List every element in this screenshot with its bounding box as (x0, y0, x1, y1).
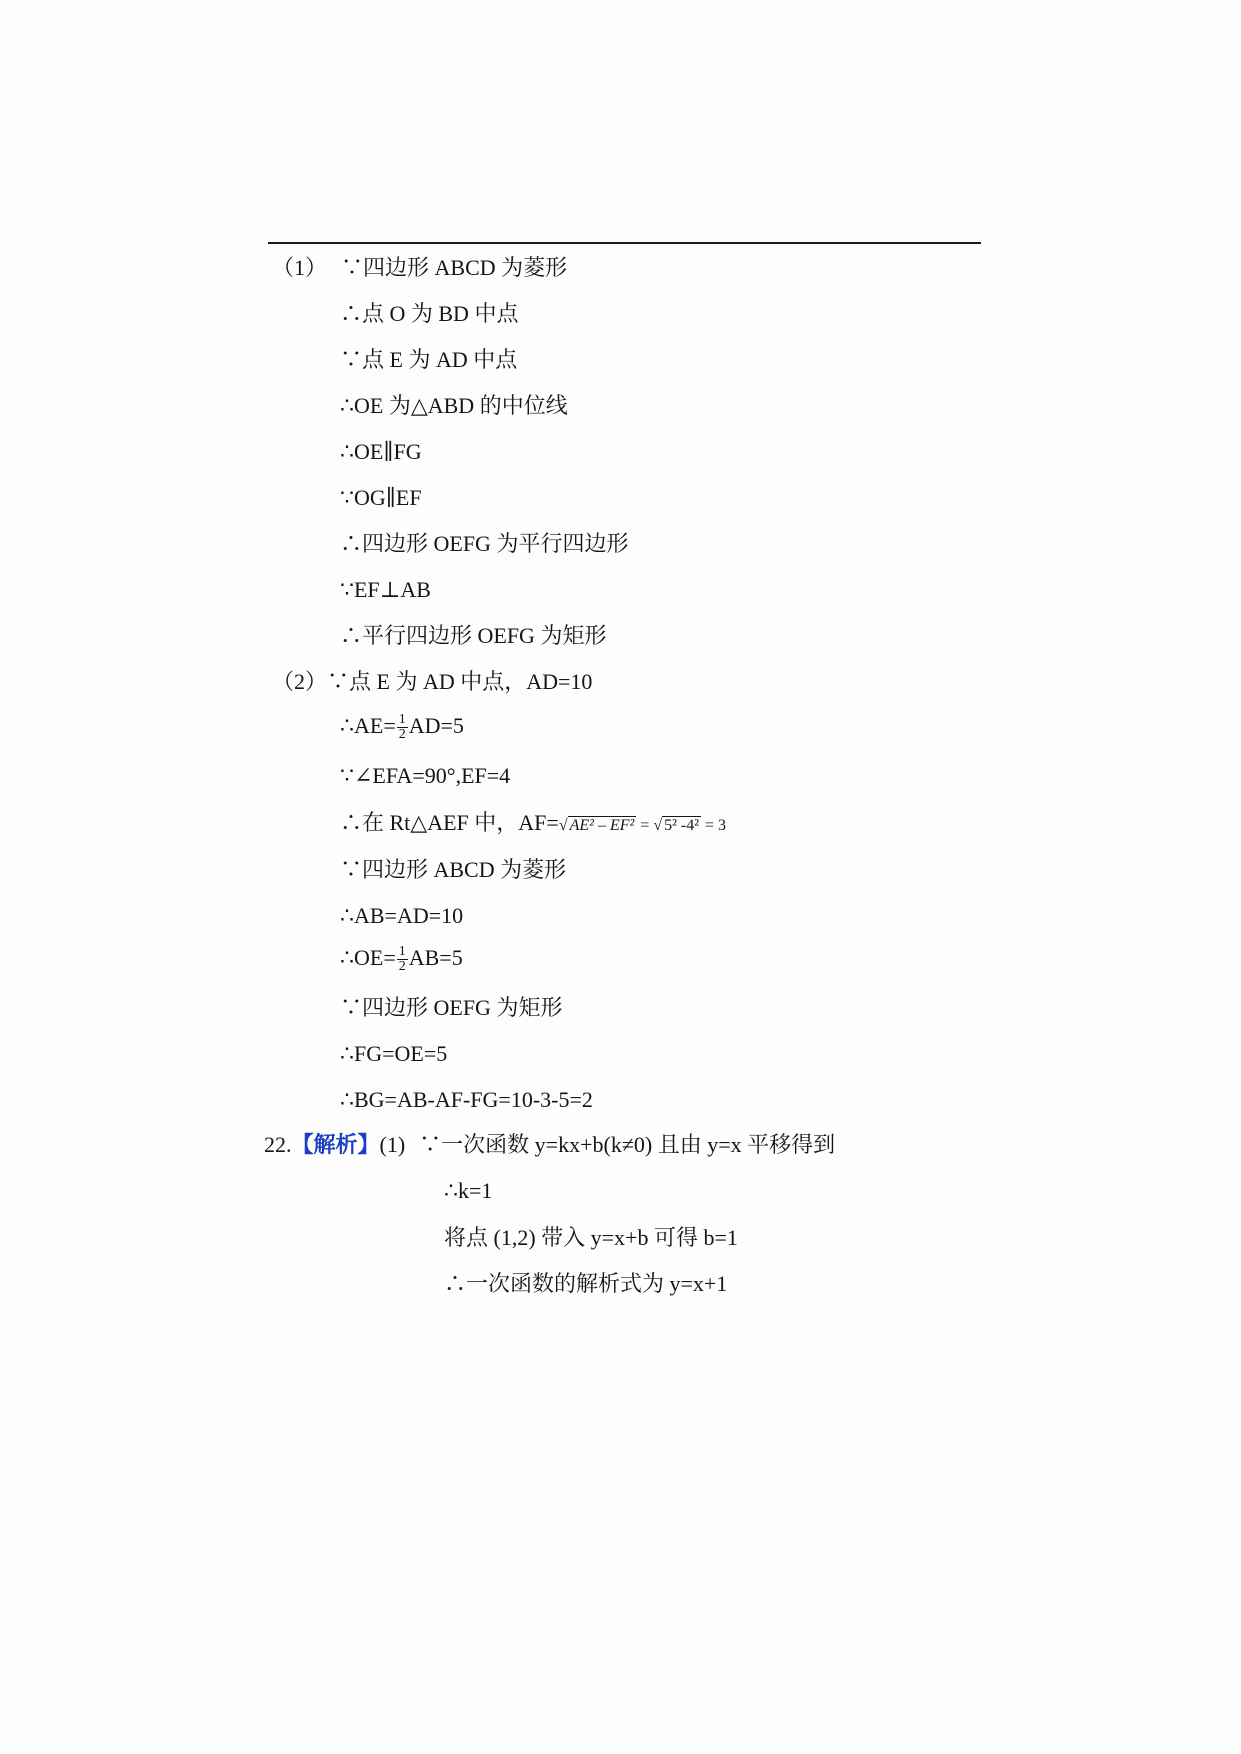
part2-oe-line (340, 944, 463, 974)
q22-jiexi-tag: 【解析】 (291, 1132, 380, 1157)
part1-line-6: ∵OG∥EF (340, 485, 422, 510)
part2-angle-line: ∵∠EFA=90°,EF=4 (340, 763, 511, 788)
part1-line-8: ∵EF⊥AB (340, 577, 431, 602)
top-rule (268, 242, 981, 244)
q22-line-2: ∴k=1 (444, 1178, 493, 1203)
part1-line-7: ∴四边形 OEFG 为平行四边形 (340, 531, 629, 556)
part1-line-4: ∴OE 为△ABD 的中位线 (340, 393, 568, 418)
af-radicand-1: AE² – EF² (569, 817, 635, 834)
part2-af-line (340, 809, 726, 840)
ae-prefix: ∴AE= (340, 713, 396, 738)
part2-rect-line: ∵四边形 OEFG 为矩形 (340, 995, 563, 1020)
part2-text-1: ∵点 E 为 AD 中点，AD=10 (327, 669, 593, 694)
oe-prefix: ∴OE= (340, 945, 396, 970)
oe-frac-den: 2 (398, 959, 406, 975)
af-equals: = (636, 817, 654, 834)
ae-fraction (397, 713, 408, 742)
part1-line-9: ∴平行四边形 OEFG 为矩形 (340, 623, 607, 648)
part2-rhombus-line: ∵四边形 ABCD 为菱形 (340, 857, 567, 882)
part2-bg-line: ∴BG=AB-AF-FG=10-3-5=2 (340, 1087, 593, 1112)
af-sqrt-1: √ AE² – EF² (558, 817, 635, 834)
af-radicand-2: 5² -4² (664, 817, 700, 834)
part2-fg-line: ∴FG=OE=5 (340, 1041, 448, 1066)
part2-label: （2） (272, 669, 328, 694)
oe-fraction (397, 945, 408, 974)
part1-label: （1） (272, 255, 328, 280)
part1-text-1: ∵四边形 ABCD 为菱形 (341, 255, 568, 280)
part2-line-1 (272, 668, 592, 696)
oe-suffix: AB=5 (408, 945, 463, 970)
part1-line-2: ∴点 O 为 BD 中点 (340, 301, 519, 326)
af-prefix: ∴在 Rt△AEF 中，AF= (340, 810, 559, 835)
q22-part-label: (1) (379, 1132, 406, 1157)
ae-frac-num: 1 (398, 712, 406, 728)
ae-suffix: AD=5 (408, 713, 464, 738)
af-sqrt-2: √ 5² -4² (653, 817, 700, 834)
ae-frac-den: 2 (398, 727, 406, 743)
af-result: = 3 (701, 817, 727, 834)
q22-text-1: ∵一次函数 y=kx+b(k≠0) 且由 y=x 平移得到 (419, 1132, 836, 1157)
q22-line-4: ∴一次函数的解析式为 y=x+1 (444, 1271, 728, 1296)
q22-line-1 (264, 1131, 835, 1159)
q22-line-3: 将点 (1,2) 带入 y=x+b 可得 b=1 (444, 1225, 738, 1250)
part2-ae-line (340, 712, 464, 742)
oe-frac-num: 1 (398, 944, 406, 960)
part1-line-5: ∴OE∥FG (340, 439, 422, 464)
part1-line-3: ∵点 E 为 AD 中点 (340, 347, 518, 372)
part1-line-1 (272, 254, 567, 282)
part2-ab-line: ∴AB=AD=10 (340, 903, 464, 928)
q22-number: 22. (264, 1132, 292, 1157)
